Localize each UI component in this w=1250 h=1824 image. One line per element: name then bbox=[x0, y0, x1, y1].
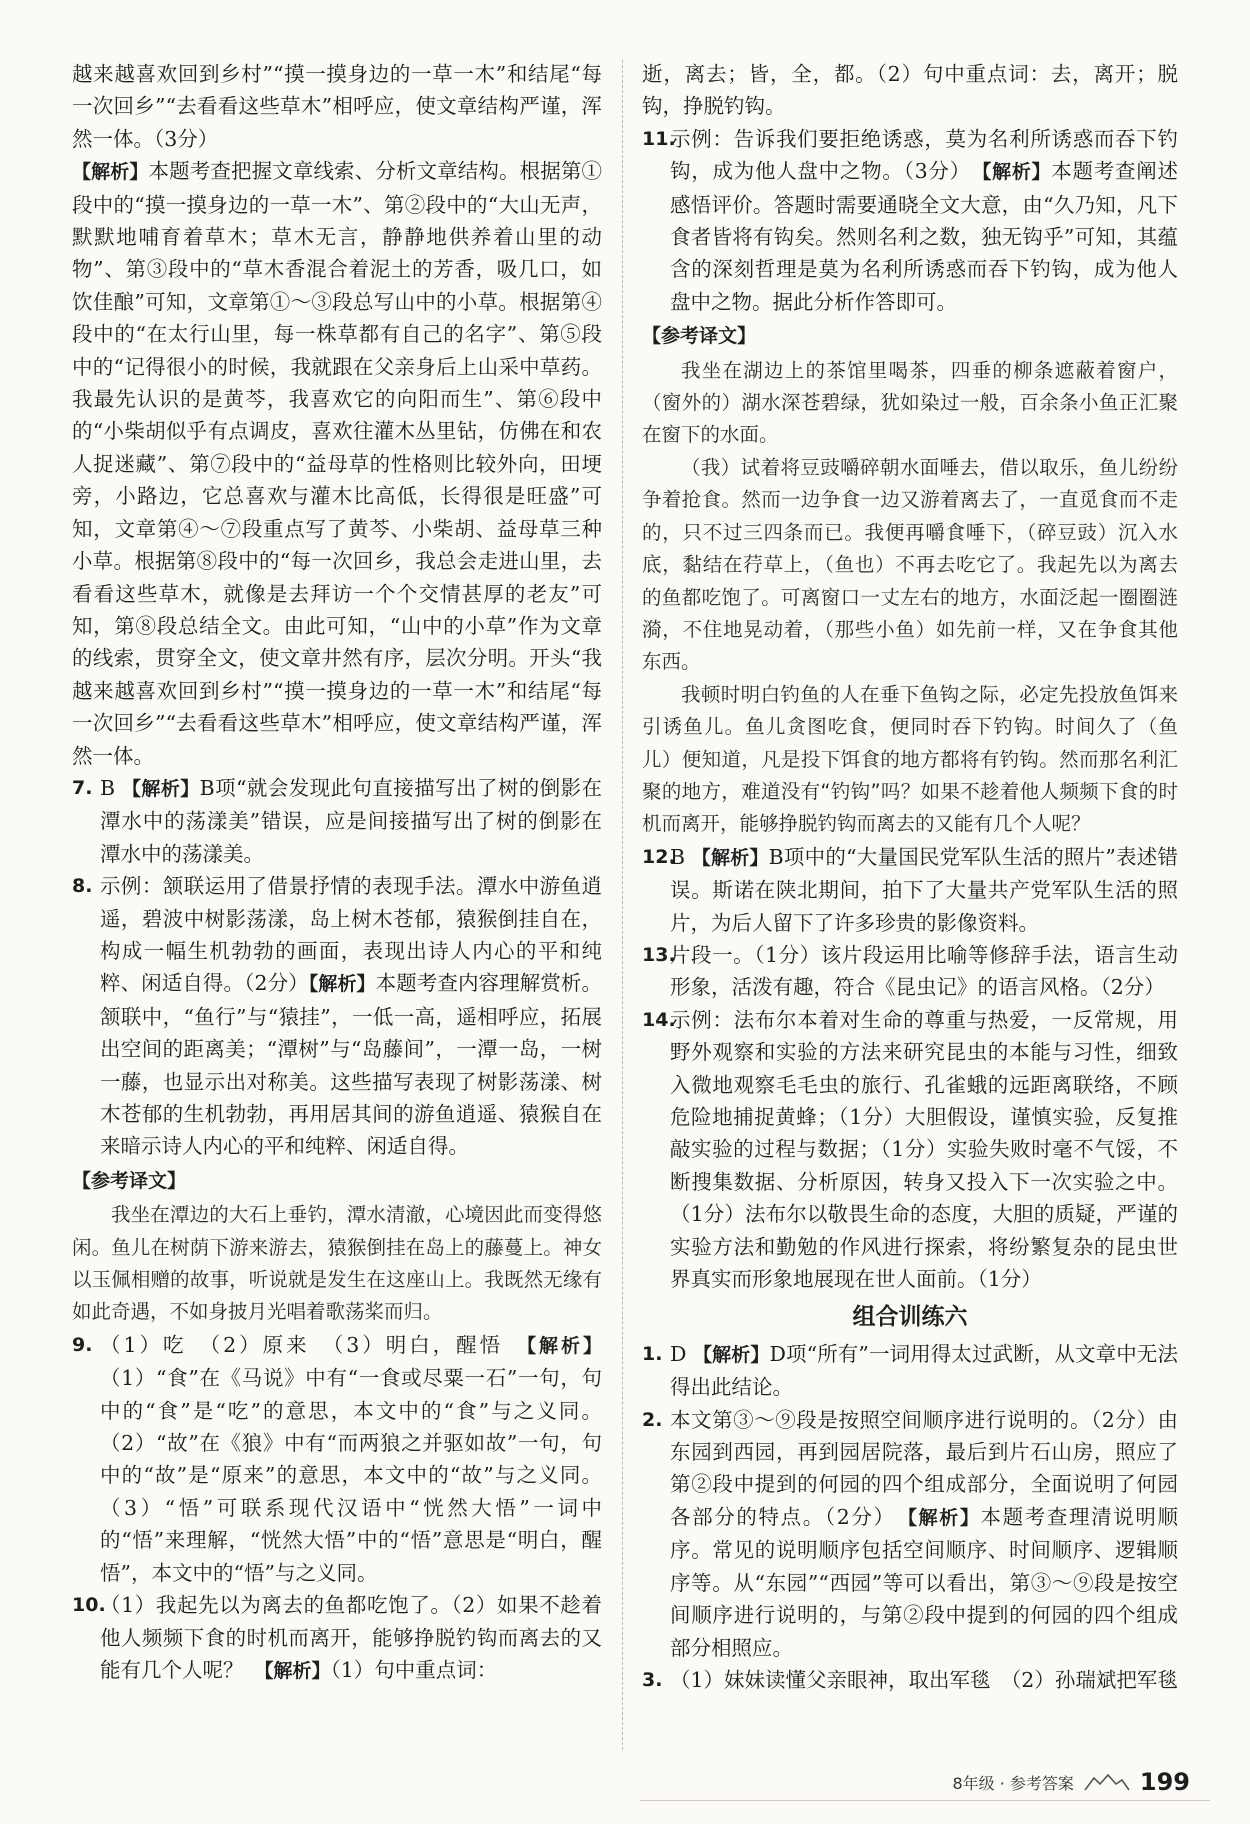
answer-item bbox=[72, 772, 602, 870]
explanation-text: 片段一。（1分）该片段运用比喻等修辞手法，语言生动形象，活泼有趣，符合《昆虫记》的语言风格。（2分） bbox=[670, 942, 1178, 1000]
answer-item bbox=[642, 939, 1178, 1004]
answer-continuation bbox=[72, 58, 602, 155]
page-footer bbox=[952, 1768, 1190, 1796]
answer-item bbox=[72, 1329, 602, 1589]
answer-text: B bbox=[100, 775, 122, 800]
analysis-tag: 【解析】 bbox=[122, 777, 200, 800]
analysis-tag: 【解析】 bbox=[308, 973, 376, 996]
answer-item bbox=[642, 1404, 1178, 1664]
mountain-icon bbox=[1084, 1772, 1130, 1792]
analysis-tag: 【解析】 bbox=[691, 846, 769, 869]
translation-paragraph: 我坐在潭边的大石上垂钓，潭水清澈，心境因此而变得悠闲。鱼儿在树荫下游来游去，猿猴倒挂在岛上的藤蔓上。神女以玉佩相赠的故事，听说就是发生在这座山上。我既然无缘有如此奇遇，不如身披月光唱着歌荡桨而归。 bbox=[72, 1203, 602, 1324]
item-number: 10. bbox=[72, 1594, 106, 1617]
page-number: 199 bbox=[1139, 1768, 1190, 1796]
explanation-text: 本题考查理清说明顺序。常见的说明顺序包括空间顺序、时间顺序、逻辑顺序等。从“东园”“西园”等可以看出，第③～⑨段是按空间顺序进行说明的，与第②段中提到的何园的四个组成部分相照应。 bbox=[670, 1504, 1178, 1660]
answer-continuation bbox=[642, 58, 1178, 123]
answer-item bbox=[72, 870, 602, 1163]
explanation-text: （1）“食”在《马说》中有“一食或尽粟一石”一句，句中的“食”是“吃”的意思，本文中的“食”与之义同。（2）“故”在《狼》中有“而两狼之并驱如故”一句，句中的“故”是“原来”的意思，本文中的“故”与之义同。（3）“悟”可联系现代汉语中“恍然大悟”一词中的“悟”来理解，“恍然大悟”中的“悟”意思是“明白，醒悟”，本文中的“悟”与之义同。 bbox=[100, 1366, 602, 1585]
analysis-tag: 【解析】 bbox=[907, 1506, 981, 1529]
analysis-tag: 【解析】 bbox=[981, 161, 1052, 184]
left-column bbox=[72, 58, 602, 1687]
item-number: 13. bbox=[642, 943, 676, 966]
answer-item bbox=[642, 1664, 1178, 1696]
answer-text: 示例：告诉我们要拒绝诱惑，莫为名利所诱惑而吞下钓钩，成为他人盘中之物。（3分） bbox=[670, 126, 1178, 184]
explanation-text: 本题考查把握文章线索、分析文章结构。根据第①段中的“摸一摸身边的一草一木”、第②段中的“大山无声，默默地哺育着草木；草木无言，静静地供养着山里的动物”、第③段中的“草木香混合着泥土的芳香，吸几口，如饮佳酿”可知，文章第①～③段总写山中的小草。根据第④段中的“在太行山里，每一株草都有自己的名字”、第⑤段中的“记得很小的时候，我就跟在父亲身后上山采中草药。我最先认识的是黄芩，我喜欢它的向阳而生”、第⑥段中的“小柴胡似乎有点调皮，喜欢往灌木丛里钻，仿佛在和农人捉迷藏”、第⑦段中的“益母草的性格则比较外向，田埂旁，小路边，它总喜欢与灌木比高低，长得很是旺盛”可知，文章第④～⑦段重点写了黄芩、小柴胡、益母草三种小草。根据第⑧段中的“每一次回乡，我总会走进山里，去看看这些草木，就像是去拜访一个个交情甚厚的老友”可知，第⑧段总结全文。由此可知，“山中的小草”作为文章的线索，贯穿全文，使文章井然有序，层次分明。开头“我越来越喜欢回到乡村”“摸一摸身边的一草一木”和结尾“每一次回乡”“去看看这些草木”相呼应，使文章结构严谨，浑然一体。 bbox=[72, 159, 602, 768]
answer-continuation bbox=[72, 155, 602, 772]
explanation-text: 逝，离去；皆，全，都。（2）句中重点词：去，离开；脱钩，挣脱钓钩。 bbox=[642, 62, 1178, 119]
answer-item bbox=[642, 841, 1178, 939]
item-number: 14. bbox=[642, 1008, 676, 1031]
item-number: 11. bbox=[642, 127, 676, 150]
answer-text: 示例：颔联运用了借景抒情的表现手法。潭水中游鱼逍遥，碧波中树影荡漾，岛上树木苍郁，猿猴倒挂自在，构成一幅生机勃勃的画面，表现出诗人内心的平和纯粹、闲适自得。（2分） bbox=[100, 874, 602, 996]
item-number: 1. bbox=[642, 1342, 663, 1365]
explanation-text: 本题考查内容理解赏析。颔联中，“鱼行”与“猿挂”，一低一高，遥相呼应，拓展出空间的距离美；“潭树”与“岛藤间”，一潭一岛，一树一藤，也显示出对称美。这些描写表现了树影荡漾、树木苍郁的生机勃勃，再用居其间的游鱼逍遥、猿猴自在来暗示诗人内心的平和纯粹、闲适自得。 bbox=[100, 971, 602, 1159]
analysis-tag: 【解析】 bbox=[526, 1334, 602, 1357]
explanation-text: D项“所有”一词用得太过武断，从文章中无法得出此结论。 bbox=[670, 1341, 1178, 1400]
answer-item bbox=[642, 1004, 1178, 1296]
explanation-text: B项“就会发现此句直接描写出了树的倒影在潭水中的荡漾美”错误，应是间接描写出了树的倒影在潭水中的荡漾美。 bbox=[100, 775, 602, 866]
column-divider bbox=[622, 60, 623, 1750]
explanation-text: 示例：法布尔本着对生命的尊重与热爱，一反常规，用野外观察和实验的方法来研究昆虫的本能与习性，细致入微地观察毛毛虫的旅行、孔雀蛾的远距离联络，不顾危险地捕捉黄蜂；（1分）大胆假设，谨慎实验，反复推敲实验的过程与数据；（1分）实验失败时毫不气馁，不断搜集数据、分析原因，转身又投入下一次实验之中。（1分）法布尔以敬畏生命的态度，大胆的质疑，严谨的实验方法和勤勉的作风进行探索，将纷繁复杂的昆虫世界真实而形象地展现在世人面前。（1分） bbox=[670, 1007, 1178, 1292]
analysis-tag: 【解析】 bbox=[264, 1659, 331, 1682]
footer-rule bbox=[640, 1800, 1210, 1801]
answer-text: D bbox=[670, 1341, 694, 1366]
answer-item bbox=[72, 1589, 602, 1687]
answer-text: B bbox=[670, 844, 692, 869]
item-number: 2. bbox=[642, 1408, 663, 1431]
answer-text: 本文第③～⑨段是按照空间顺序进行说明的。（2分）由东园到西园，再到园居院落，最后到片石山房，照应了第②段中提到的何园的四个组成部分，全面说明了何园各部分的特点。（2分） bbox=[670, 1407, 1178, 1529]
explanation-text: 越来越喜欢回到乡村”“摸一摸身边的一草一木”和结尾“每一次回乡”“去看看这些草木”相呼应，使文章结构严谨，浑然一体。（3分） bbox=[72, 62, 602, 151]
right-column bbox=[642, 58, 1178, 1696]
explanation-text: （1）句中重点词： bbox=[330, 1657, 498, 1682]
answer-item bbox=[642, 1338, 1178, 1404]
answer-text: （1）我起先以为离去的鱼都吃饱了。（2）如果不趁着他人频频下食的时机而离开，能够挣脱钓钩而离去的又能有几个人呢？ bbox=[100, 1593, 602, 1682]
item-number: 12. bbox=[642, 845, 676, 868]
translation-heading: 【参考译文】 bbox=[642, 325, 757, 348]
explanation-text: B项中的“大量国民党军队生活的照片”表述错误。斯诺在陕北期间，拍下了大量共产党军队生活的照片，为后人留下了许多珍贵的影像资料。 bbox=[670, 844, 1178, 935]
footer-label: 8年级 · 参考答案 bbox=[952, 1773, 1074, 1793]
analysis-tag: 【解析】 bbox=[72, 161, 149, 184]
section-title: 组合训练六 bbox=[852, 1304, 968, 1331]
analysis-tag: 【解析】 bbox=[693, 1343, 770, 1366]
item-number: 9. bbox=[72, 1333, 93, 1356]
explanation-text: 本题考查阐述感悟评价。答题时需要通晓全文大意，由“久乃知，凡下食者皆将有钩矣。然则名利之数，独无钩乎”可知，其蕴含的深刻哲理是莫为名利所诱惑而吞下钓钩，成为他人盘中之物。据此分析作答即可。 bbox=[670, 159, 1178, 314]
translation-paragraph: 我坐在湖边上的茶馆里喝茶，四垂的柳条遮蔽着窗户，（窗外的）湖水深苍碧绿，犹如染过一般，百余条小鱼正汇聚在窗下的水面。 bbox=[642, 358, 1178, 447]
item-number: 3. bbox=[642, 1668, 663, 1691]
explanation-text: （1）妹妹读懂父亲眼神，取出军毯 （2）孙瑞斌把军毯 bbox=[670, 1667, 1178, 1692]
item-number: 7. bbox=[72, 776, 93, 799]
answer-text: （1）吃 （2）原来 （3）明白，醒悟 bbox=[100, 1332, 527, 1357]
translation-paragraph: （我）试着将豆豉嚼碎朝水面唾去，借以取乐，鱼儿纷纷争着抢食。然而一边争食一边又游着离去了，一直觅食而不走的，只不过三四条而已。我便再嚼食唾下，（碎豆豉）沉入水底，黏结在荇草上，（鱼也）不再去吃它了。我起先以为离去的鱼都吃饱了。可离窗口一丈左右的地方，水面泛起一圈圈涟漪，不住地晃动着，（那些小鱼）如先前一样，又在争食其他东西。 bbox=[642, 455, 1178, 674]
item-number: 8. bbox=[72, 875, 93, 898]
translation-paragraph: 我顿时明白钓鱼的人在垂下鱼钩之际，必定先投放鱼饵来引诱鱼儿。鱼儿贪图吃食，便同时吞下钓钩。时间久了（鱼儿）便知道，凡是投下饵食的地方都将有钓钩。然而那名利汇聚的地方，难道没有“钓钩”吗？如果不趁着他人频频下食的时机而离开，能够挣脱钓钩而离去的又能有几个人呢？ bbox=[642, 682, 1178, 836]
translation-heading: 【参考译文】 bbox=[72, 1169, 187, 1192]
answer-item bbox=[642, 123, 1178, 318]
